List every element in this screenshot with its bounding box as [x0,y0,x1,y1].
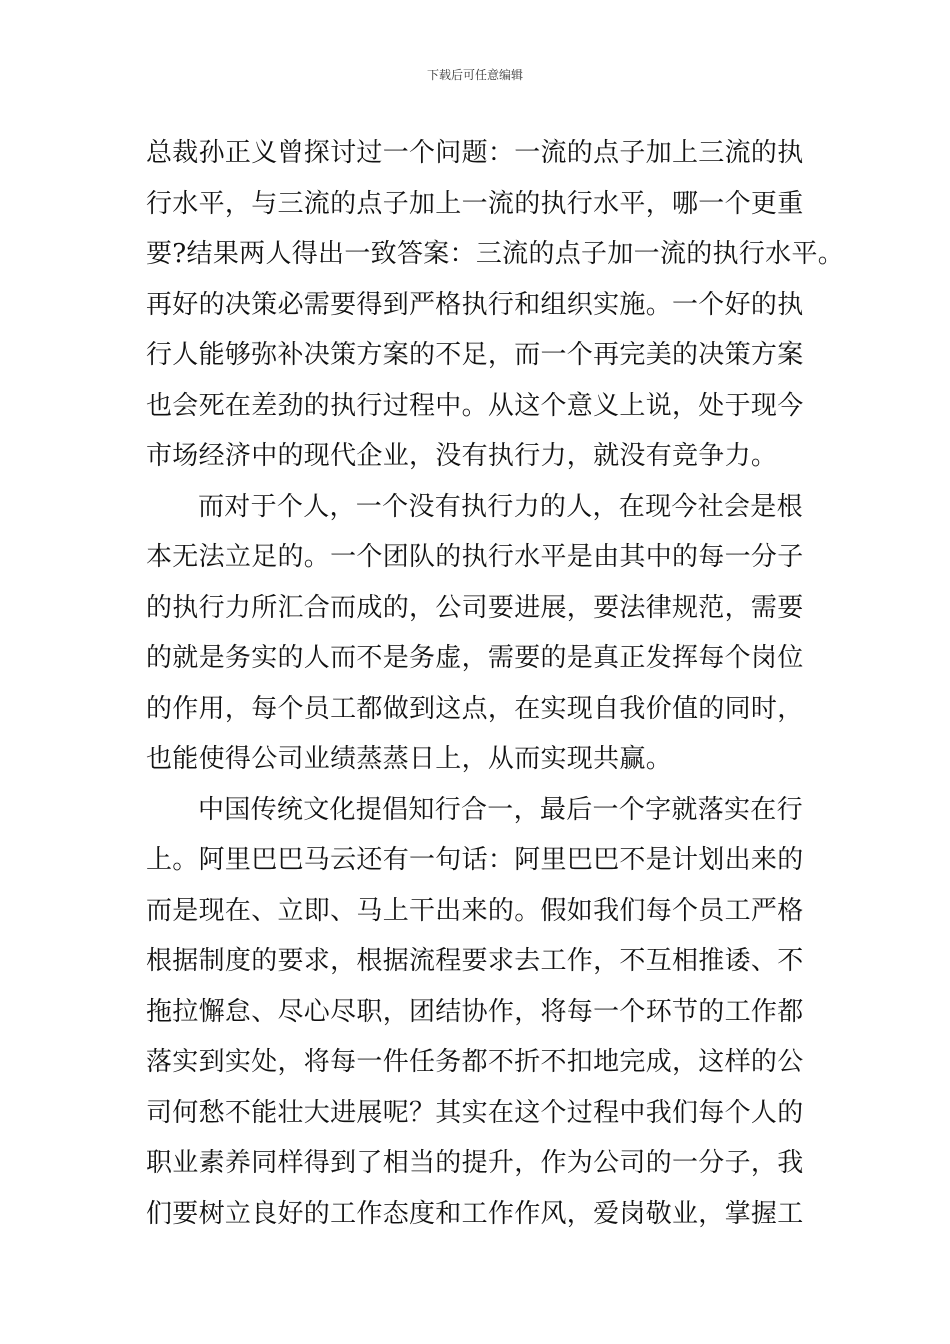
text-line: 要?结果两人得出一致答案：三流的点子加一流的执行水平。 [146,239,845,269]
text-line: 司何愁不能壮大进展呢？其实在这个过程中我们每个人的 [146,1097,804,1128]
text-line: 上。阿里巴巴马云还有一句话：阿里巴巴不是计划出来的 [146,845,804,875]
text-line: 本无法立足的。一个团队的执行水平是由其中的每一分子 [146,542,804,572]
text-line: 的就是务实的人而不是务虚，需要的是真正发挥每个岗位 [146,643,804,673]
text-line: 也能使得公司业绩蒸蒸日上，从而实现共赢。 [146,744,673,774]
document-body [146,128,845,1239]
text-line: 再好的决策必需要得到严格执行和组织实施。一个好的执 [146,289,804,320]
text-line: 也会死在差劲的执行过程中。从这个意义上说，处于现今 [146,390,804,421]
text-line: 拖拉懈怠、尽心尽职，团结协作，将每一个环节的工作都 [146,996,804,1027]
text-line: 的执行力所汇合而成的，公司要进展，要法律规范，需要 [146,592,804,623]
text-line: 的作用，每个员工都做到这点，在实现自我价值的同时， [146,693,804,724]
text-line: 落实到实处，将每一件任务都不折不扣地完成，这样的公 [146,1047,804,1077]
text-line: 总裁孙正义曾探讨过一个问题：一流的点子加上三流的执 [146,138,804,168]
paragraph-start-line: 而对于个人，一个没有执行力的人，在现今社会是根 [198,491,803,522]
text-line: 根据制度的要求，根据流程要求去工作，不互相推诿、不 [146,946,804,976]
text-line: 们要树立良好的工作态度和工作作风，爱岗敬业，掌握工 [146,1198,804,1229]
text-line: 而是现在、立即、马上干出来的。假如我们每个员工严格 [146,895,804,926]
text-line: 市场经济中的现代企业，没有执行力，就没有竞争力。 [146,441,778,471]
text-line: 职业素养同样得到了相当的提升，作为公司的一分子，我 [146,1148,804,1178]
text-line: 行水平，与三流的点子加上一流的执行水平，哪一个更重 [146,188,804,219]
page-header: 下载后可任意编辑 [426,68,523,82]
text-line: 行人能够弥补决策方案的不足，而一个再完美的决策方案 [146,340,804,370]
paragraph-start-line: 中国传统文化提倡知行合一，最后一个字就落实在行 [198,794,803,825]
